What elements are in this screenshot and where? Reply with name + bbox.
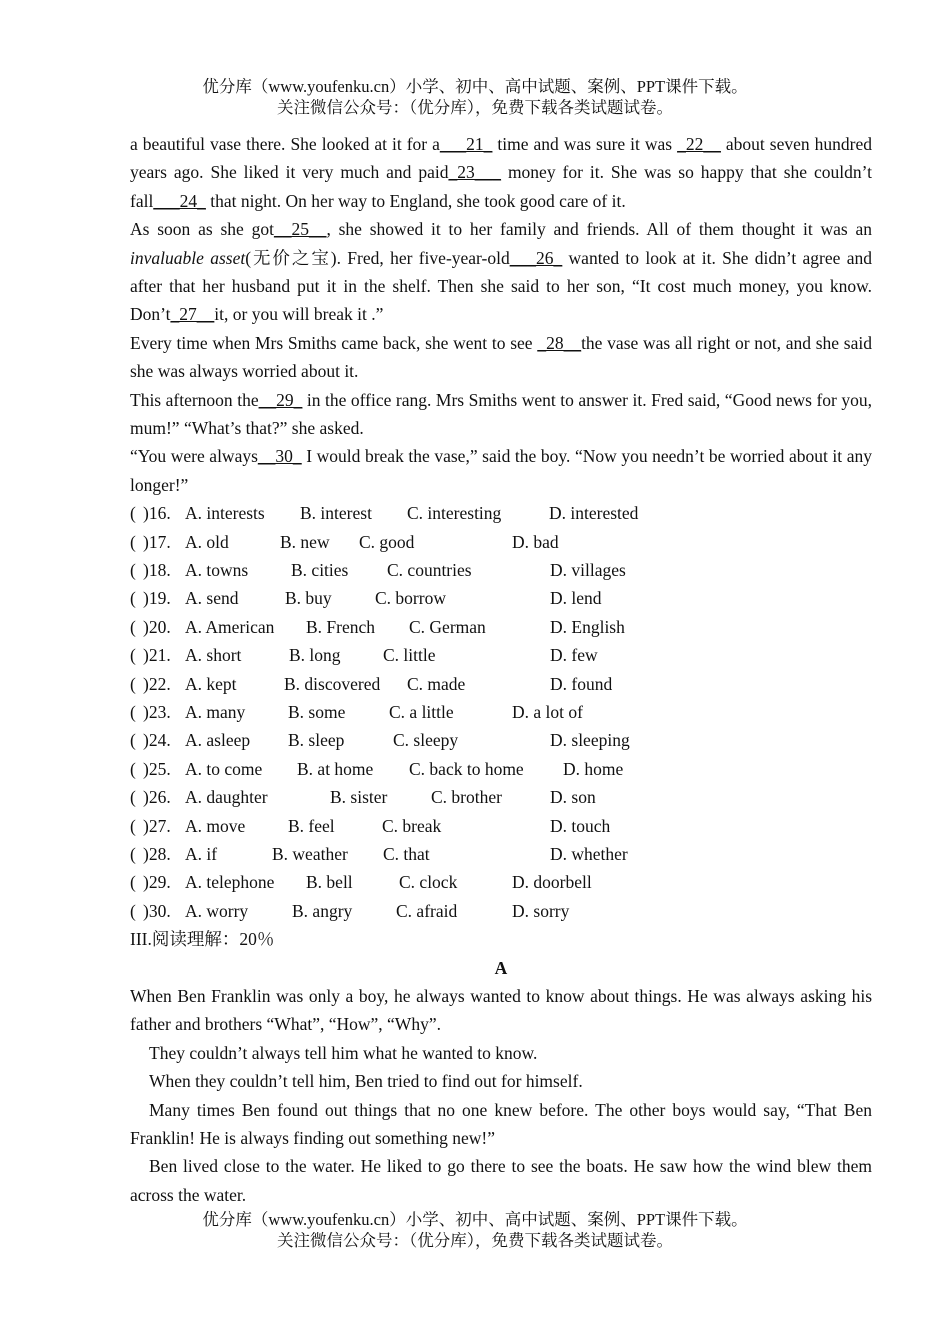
question-item: ( )16. A. interests B. interest C. interesting D. interested bbox=[130, 503, 639, 524]
blank-29: __29_ bbox=[258, 389, 303, 410]
blank-24: ___24_ bbox=[153, 190, 206, 211]
passage-paragraph-3: Every time when Mrs Smiths came back, she went to see _28__the vase was all right or not, and she said she was always worried about it. bbox=[130, 332, 872, 382]
blank-30: __30_ bbox=[257, 446, 302, 467]
question-item: ( )22. A. kept B. discovered C. made D. found bbox=[130, 673, 613, 694]
passage-heading: A bbox=[494, 957, 508, 978]
reading-paragraph: Many times Ben found out things that no one knew before. The other boys would say, “That Ben Franklin! He is always finding out something new!” bbox=[130, 1099, 872, 1148]
page-footer bbox=[0, 1209, 950, 1251]
blank-23: _23___ bbox=[448, 162, 501, 183]
question-item: ( )24. A. asleep B. sleep C. sleepy D. sleeping bbox=[130, 730, 630, 751]
question-item: ( )25. A. to come B. at home C. back to home D. home bbox=[130, 758, 624, 779]
question-item: ( )17. A. old B. new C. good D. bad bbox=[130, 531, 559, 552]
question-item: ( )28. A. if B. weather C. that D. whether bbox=[130, 843, 628, 864]
blank-21: ___21_ bbox=[439, 134, 493, 154]
page-header bbox=[0, 76, 950, 118]
passage-paragraph-4: This afternoon the__29_ in the office rang. Mrs Smiths went to answer it. Fred said, “Good news for you, mum!” “What’s that?” she asked. bbox=[130, 389, 873, 439]
reading-paragraph: Ben lived close to the water. He liked to go there to see the boats. He saw how the wind blew them across the water. bbox=[130, 1156, 872, 1205]
italic-term: invaluable asset bbox=[130, 247, 246, 268]
question-list bbox=[130, 499, 872, 925]
blank-27: _27__ bbox=[170, 304, 215, 325]
reading-paragraph: They couldn’t always tell him what he wanted to know. bbox=[149, 1042, 538, 1063]
section-title: III.阅读理解：20％ bbox=[130, 929, 275, 950]
question-item: ( )27. A. move B. feel C. break D. touch bbox=[130, 815, 611, 836]
blank-26: ___26_ bbox=[509, 247, 563, 268]
question-item: ( )19. A. send B. buy C. borrow D. lend bbox=[130, 588, 602, 609]
footer-line-1: 优分库（www.youfenku.cn）小学、初中、高中试题、案例、PPT课件下载。 bbox=[202, 1210, 748, 1229]
question-item: ( )23. A. many B. some C. a little D. a lot of bbox=[130, 702, 583, 723]
reading-paragraph: When Ben Franklin was only a boy, he always wanted to know about things. He was always asking his father and brothers “What”, “How”, “Why”. bbox=[130, 985, 872, 1035]
question-item: ( )29. A. telephone B. bell C. clock D. doorbell bbox=[130, 872, 592, 893]
header-line-2: 关注微信公众号：（优分库），免费下载各类试题试卷。 bbox=[277, 98, 673, 117]
question-item: ( )20. A. American B. French C. German D. English bbox=[130, 616, 625, 637]
question-item: ( )18. A. towns B. cities C. countries D. villages bbox=[130, 560, 626, 581]
passage-paragraph-5: “You were always__30_ I would break the vase,” said the boy. “Now you needn’t be worried about it any longer!” bbox=[130, 446, 872, 495]
question-item: ( )26. A. daughter B. sister C. brother D. son bbox=[130, 787, 596, 808]
header-line-1: 优分库（www.youfenku.cn）小学、初中、高中试题、案例、PPT课件下载。 bbox=[202, 77, 748, 96]
blank-25: __25__ bbox=[273, 219, 327, 240]
reading-paragraph: When they couldn’t tell him, Ben tried to find out for himself. bbox=[149, 1071, 583, 1092]
document-body bbox=[130, 130, 872, 1209]
question-item: ( )21. A. short B. long C. little D. few bbox=[130, 645, 598, 666]
passage-paragraph-1: a beautiful vase there. She looked at it for a___21_ time and was sure it was _22__ about seven hundred years ago. She liked it very much and paid_23___ money for it. She was so happy that she couldn’t fall___24_ that night. On her way to England, she took good care of it. bbox=[130, 134, 872, 211]
question-item: ( )30. A. worry B. angry C. afraid D. sorry bbox=[130, 900, 570, 921]
footer-line-2: 关注微信公众号：（优分库），免费下载各类试题试卷。 bbox=[277, 1231, 673, 1250]
passage-paragraph-2: As soon as she got__25__, she showed it to her family and friends. All of them thought it was an invaluable asset(无价之宝). Fred, her five-year-old___26_ wanted to look at it. She didn’t agree and after that her husband put it in the shelf. Then she said to her son, “It cost much money, you know. Don’t_27__it, or you will break it .” bbox=[130, 219, 872, 325]
blank-28: _28__ bbox=[537, 332, 582, 353]
blank-22: _22__ bbox=[677, 134, 721, 154]
